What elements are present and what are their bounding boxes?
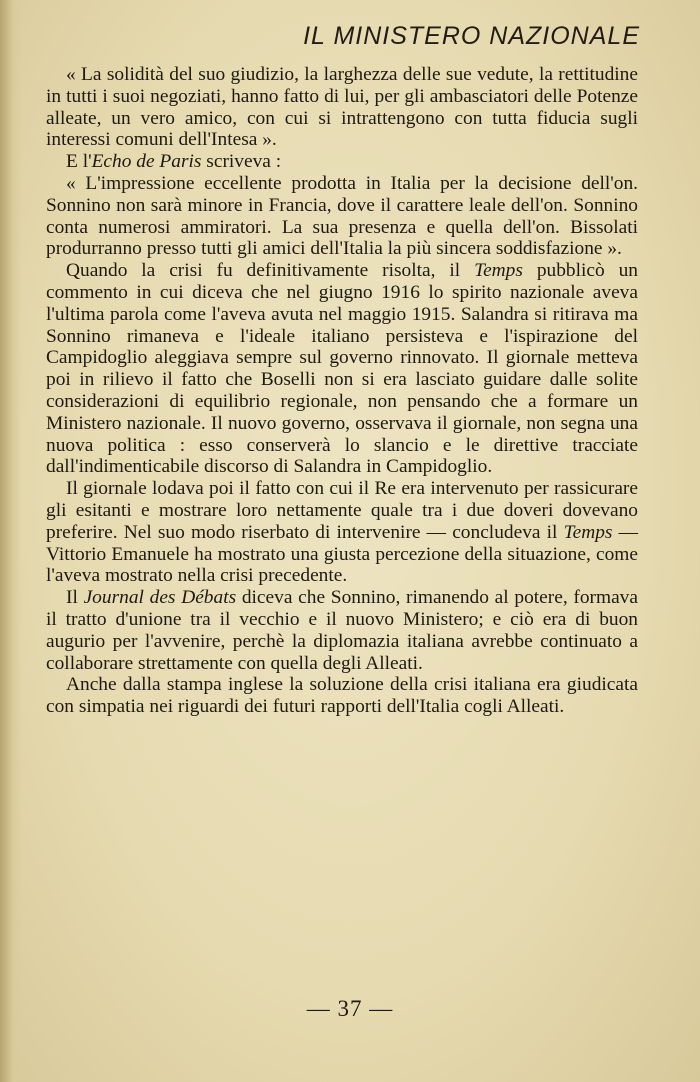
text-run: scriveva : <box>201 151 282 173</box>
text-run: « L'impressione eccellente prodotta in Italia per la decisione dell'on. Sonnino non sarà minore in Francia, dove il carattere leale dell'on. Sonnino conta numerosi ammiratori. La sua presenza e quella dell'on. Bissolati produrranno presso tutti gli amici dell'Italia la più sincera soddisfazione ». <box>46 172 638 260</box>
text-run: pubblicò un commento in cui diceva che nel giugno 1916 lo spirito nazionale aveva l'ultima parola come l'aveva avuta nel maggio 1915. Salandra si ritirava ma Sonnino rimaneva e l'ideale italiano persisteva e l'ispirazione del Campidoglio aleggiava sempre sul governo rinnovato. Il giornale metteva poi in rilievo il fatto che Boselli non si era lasciato guidare dalle solite considerazioni di equilibrio regionale, non pensando che a formare un Ministero nazionale. Il nuovo governo, osservava il giornale, non segna una nuova politica : esso conserverà lo slancio e le direttive tracciate dall'indimenticabile discorso di Salandra in Campidoglio. <box>46 260 638 478</box>
italic-title: Temps <box>474 260 523 282</box>
paragraph <box>46 173 638 260</box>
text-run: Il <box>66 587 84 609</box>
text-run: E l' <box>66 151 92 173</box>
page-number: — 37 — <box>306 996 394 1021</box>
text-run: diceva che Sonnino, rimanendo al potere, formava il tratto d'unione tra il vecchio e il nuovo Ministero; e ciò era di buon augurio per l'avvenire, perchè la diplomazia italiana avrebbe continuato a collaborare strettamente con quella degli Alleati. <box>46 587 638 674</box>
running-head: IL MINISTERO NAZIONALE <box>303 22 640 50</box>
text-run: Quando la crisi fu definitivamente risolta, il <box>66 260 475 282</box>
body-text <box>46 64 638 718</box>
paragraph <box>46 260 638 478</box>
italic-title: Temps <box>563 521 613 543</box>
page-gutter-shadow <box>0 0 22 1082</box>
italic-title: Journal des Débats <box>83 587 237 609</box>
paragraph <box>46 478 638 587</box>
paragraph <box>46 587 638 674</box>
text-run: Anche dalla stampa inglese la soluzione della crisi italiana era giudicata con simpatia nei riguardi dei futuri rapporti dell'Italia cogli Alleati. <box>46 674 638 718</box>
text-run: — Vittorio Emanuele ha mostrato una giusta percezione della situazione, come l'aveva mostrato nella crisi precedente. <box>46 521 638 587</box>
paragraph <box>46 64 638 151</box>
paragraph <box>46 151 638 173</box>
paragraph <box>46 674 638 718</box>
text-run: Il giornale lodava poi il fatto con cui il Re era intervenuto per rassicurare gli esitanti e mostrare loro nettamente quale tra i due doveri dovevano preferire. Nel suo modo riserbato di intervenire — concludeva il <box>46 478 638 543</box>
text-run: « La solidità del suo giudizio, la larghezza delle sue vedute, la rettitudine in tutti i suoi negoziati, hanno fatto di lui, per gli ambasciatori delle Potenze alleate, un vero amico, con cui si intrattengono con tutta fiducia sugli interessi comuni dell'Intesa ». <box>46 64 638 151</box>
italic-title: Echo de Paris <box>91 151 202 173</box>
